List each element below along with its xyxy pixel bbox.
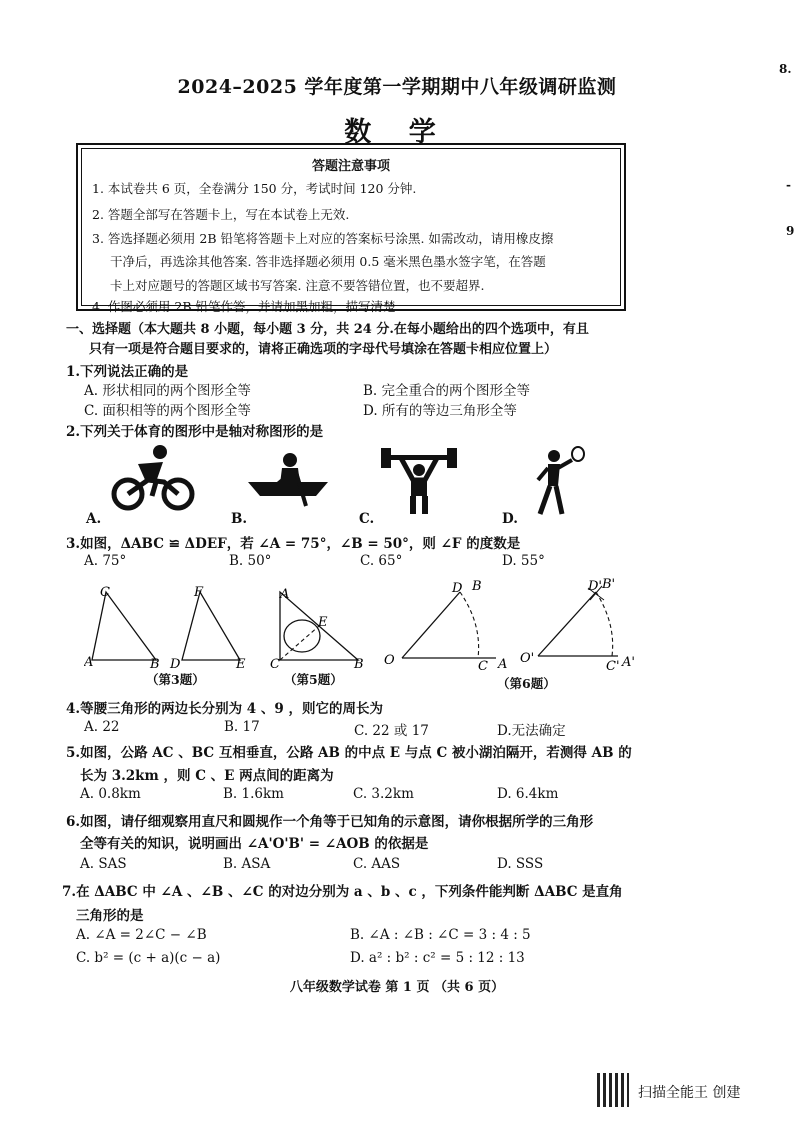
q5-option-c: C. 3.2km	[353, 786, 414, 802]
notice-box	[76, 143, 626, 314]
q3-option-b: B. 50°	[229, 553, 272, 569]
notice-line-4: 干净后，再选涂其他答案. 答非选择题必须用 0.5 毫米黑色墨水签字笔，在答题	[110, 254, 546, 269]
q3-option-a: A. 75°	[84, 553, 127, 569]
q7-line2: 三角形的是	[76, 908, 144, 924]
q5-option-d: D. 6.4km	[497, 786, 559, 802]
q4-stem: 4.等腰三角形的两边长分别为 4 、9 ，则它的周长为	[66, 701, 383, 717]
weightlifter-icon	[379, 440, 459, 516]
page-footer: 八年级数学试卷 第 1 页 （共 6 页）	[289, 980, 505, 995]
tennis-player-icon	[520, 446, 588, 518]
fig5-caption: （第5题）	[284, 672, 343, 687]
edge-text-mid: -	[786, 178, 791, 192]
q2-label-c: C.	[359, 511, 375, 527]
q1-stem: 1.下列说法正确的是	[66, 364, 189, 380]
q2-stem: 2.下列关于体育的图形中是轴对称图形的是	[66, 424, 324, 440]
q1-option-b: B. 完全重合的两个图形全等	[363, 383, 531, 399]
edge-text-top: 8.	[779, 62, 792, 76]
fig6-label-c: C	[478, 659, 488, 674]
fig3-label-d: D	[170, 657, 181, 670]
q3-option-c: C. 65°	[360, 553, 403, 569]
q6-line1: 6.如图，请仔细观察用直尺和圆规作一个角等于已知角的示意图，请你根据所学的三角形	[66, 814, 594, 830]
q1-option-d: D. 所有的等边三角形全等	[363, 403, 517, 419]
fig3-label-f: F	[194, 585, 204, 600]
fig6-label-b: B	[472, 579, 482, 594]
q3-stem: 3.如图，ΔABC ≌ ΔDEF，若 ∠A = 75°，∠B = 50°，则 ∠F 的度数是	[66, 536, 521, 552]
fig6-label-o-prime: O'	[520, 651, 535, 666]
fig3-caption: （第3题）	[146, 672, 205, 687]
q7-option-a: A. ∠A = 2∠C − ∠B	[76, 927, 207, 943]
q7-option-d: D. a² : b² : c² = 5 : 12 : 13	[350, 950, 525, 966]
q4-option-c: C. 22 或 17	[354, 723, 429, 739]
fig6-label-o: O	[384, 653, 395, 668]
fig3-label-a: A	[84, 655, 94, 670]
fig6-caption: （第6题）	[497, 676, 556, 691]
q6-line2: 全等有关的知识，说明画出 ∠A'O'B' = ∠AOB 的依据是	[80, 836, 429, 852]
fig3-label-c: C	[100, 585, 110, 600]
fig6-label-d-prime: D'	[588, 579, 602, 594]
section1-line1: 一、选择题（本大题共 8 小题，每小题 3 分，共 24 分.在每小题给出的四个选项中，有且	[66, 322, 589, 337]
q7-line1: 7.在 ΔABC 中 ∠A 、∠B 、∠C 的对边分别为 a 、b 、c ，下列条件能判断 ΔABC 是直角	[62, 884, 623, 900]
edge-text-mid2: 9	[786, 224, 794, 238]
fig5-label-b: B	[354, 657, 364, 670]
notice-line-5: 卡上对应题号的答题区域书写答案. 注意不要答错位置，也不要超界.	[110, 278, 485, 293]
subject-title: 数 学	[344, 117, 450, 148]
figure-q6-original	[382, 578, 512, 674]
scanner-watermark: 扫描全能王 创建	[638, 1085, 741, 1101]
q4-option-d: D.无法确定	[497, 723, 566, 739]
q4-option-a: A. 22	[84, 719, 120, 735]
q7-option-c: C. b² = (c + a)(c − a)	[76, 950, 221, 966]
figure-q5	[266, 584, 372, 670]
q2-label-b: B.	[231, 511, 248, 527]
q6-option-d: D. SSS	[497, 856, 544, 872]
fig5-label-e: E	[318, 615, 328, 630]
q1-option-c: C. 面积相等的两个图形全等	[84, 403, 251, 419]
q3-option-d: D. 55°	[502, 553, 545, 569]
q5-option-b: B. 1.6km	[223, 786, 284, 802]
q1-option-a: A. 形状相同的两个图形全等	[84, 383, 251, 399]
q6-option-c: C. AAS	[353, 856, 401, 872]
notice-line-6: 4. 作图必须用 2B 铅笔作答，并请加黑加粗，描写清楚.	[92, 299, 400, 314]
q2-label-a: A.	[86, 511, 102, 527]
fig5-label-c: C	[270, 657, 280, 670]
q5-option-a: A. 0.8km	[80, 786, 141, 802]
fig5-label-a: A	[280, 587, 290, 602]
q4-option-b: B. 17	[224, 719, 260, 735]
fig6-label-b-prime: B'	[602, 578, 616, 592]
fig6-label-d: D	[452, 581, 463, 596]
qr-code-icon	[597, 1073, 629, 1107]
q2-label-d: D.	[502, 511, 518, 527]
q6-option-a: A. SAS	[80, 856, 127, 872]
fig6-label-a-prime: A'	[622, 655, 635, 670]
fig6-label-a: A	[498, 657, 508, 672]
notice-line-2: 2. 答题全部写在答题卡上，写在本试卷上无效.	[92, 207, 350, 222]
figure-q6-copy	[520, 578, 650, 674]
notice-title: 答题注意事项	[311, 159, 390, 174]
q6-option-b: B. ASA	[223, 856, 271, 872]
q7-option-b: B. ∠A : ∠B : ∠C = 3 : 4 : 5	[350, 927, 531, 943]
notice-line-1: 1. 本试卷共 6 页，全卷满分 150 分，考试时间 120 分钟.	[92, 181, 417, 196]
rower-icon	[246, 452, 330, 508]
fig3-label-b: B	[150, 657, 160, 670]
q5-line2: 长为 3.2km ，则 C 、E 两点间的距离为	[80, 768, 334, 784]
figure-q3	[84, 584, 264, 670]
fig6-label-c-prime: C'	[606, 659, 620, 674]
fig3-label-e: E	[236, 657, 246, 670]
exam-title: 2024–2025 学年度第一学期期中八年级调研监测	[177, 76, 617, 98]
notice-line-3: 3. 答选择题必须用 2B 铅笔将答题卡上对应的答案标号涂黑. 如需改动，请用橡皮擦	[92, 231, 554, 246]
cyclist-icon	[108, 442, 200, 512]
q5-line1: 5.如图，公路 AC 、BC 互相垂直，公路 AB 的中点 E 与点 C 被小湖泊隔开，若测得 AB 的	[66, 745, 632, 761]
section1-line2: 只有一项是符合题目要求的，请将正确选项的字母代号填涂在答题卡相应位置上）	[89, 342, 558, 357]
